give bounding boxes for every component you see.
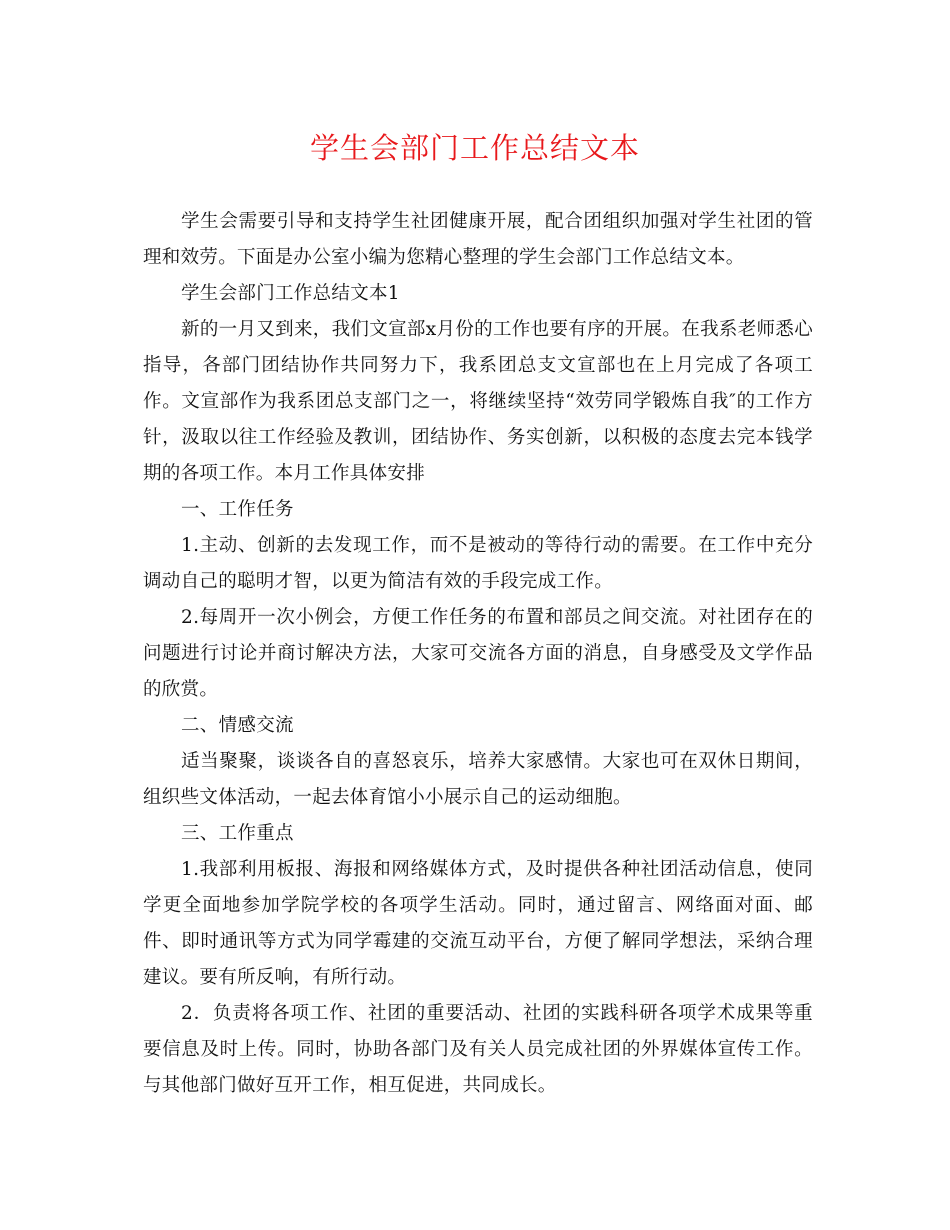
section-heading-work-focus: 三、工作重点 bbox=[181, 823, 294, 844]
document-body bbox=[143, 204, 813, 1104]
body-paragraph: 2.每周开一次小例会，方便工作任务的布置和部员之间交流。对社团存在的问题进行讨论并商讨解决方法，大家可交流各方面的消息，自身感受及文学作品的欣赏。 bbox=[143, 607, 813, 700]
body-paragraph: 适当聚聚，谈谈各自的喜怒哀乐，培养大家感情。大家也可在双休日期间，组织些文体活动，一起去体育馆小小展示自己的运动细胞。 bbox=[143, 751, 813, 808]
intro-paragraph: 学生会需要引导和支持学生社团健康开展，配合团组织加强对学生社团的管理和效劳。下面是办公室小编为您精心整理的学生会部门工作总结文本。 bbox=[143, 211, 813, 268]
body-paragraph: 1.我部利用板报、海报和网络媒体方式，及时提供各种社团活动信息，使同学更全面地参加学院学校的各项学生活动。同时，通过留言、网络面对面、邮件、即时通讯等方式为同学霉建的交流互动平台，方便了解同学想法，采纳合理建议。要有所反响，有所行动。 bbox=[143, 859, 813, 988]
document-title: 学生会部门工作总结文本 bbox=[309, 131, 640, 165]
section-heading-work-tasks: 一、工作任务 bbox=[181, 499, 294, 520]
section-heading-text-1: 学生会部门工作总结文本1 bbox=[181, 283, 400, 304]
body-paragraph: 新的一月又到来，我们文宣部x月份的工作也要有序的开展。在我系老师悉心指导，各部门团结协作共同努力下，我系团总支文宣部也在上月完成了各项工作。文宣部作为我系团总支部门之一，将继续坚持“效劳同学锻炼自我″的工作方针，汲取以往工作经验及教训，团结协作、务实创新，以积极的态度去完本钱学期的各项工作。本月工作具体安排 bbox=[143, 319, 813, 484]
body-paragraph: 2．负责将各项工作、社团的重要活动、社团的实践科研各项学术成果等重要信息及时上传。同时，协助各部门及有关人员完成社团的外界媒体宣传工作。与其他部门做好互开工作，相互促进，共同成长。 bbox=[143, 1003, 813, 1096]
body-paragraph: 1.主动、创新的去发现工作，而不是被动的等待行动的需要。在工作中充分调动自己的聪明才智，以更为简洁有效的手段完成工作。 bbox=[143, 535, 813, 592]
section-heading-emotional-exchange: 二、情感交流 bbox=[181, 715, 294, 736]
